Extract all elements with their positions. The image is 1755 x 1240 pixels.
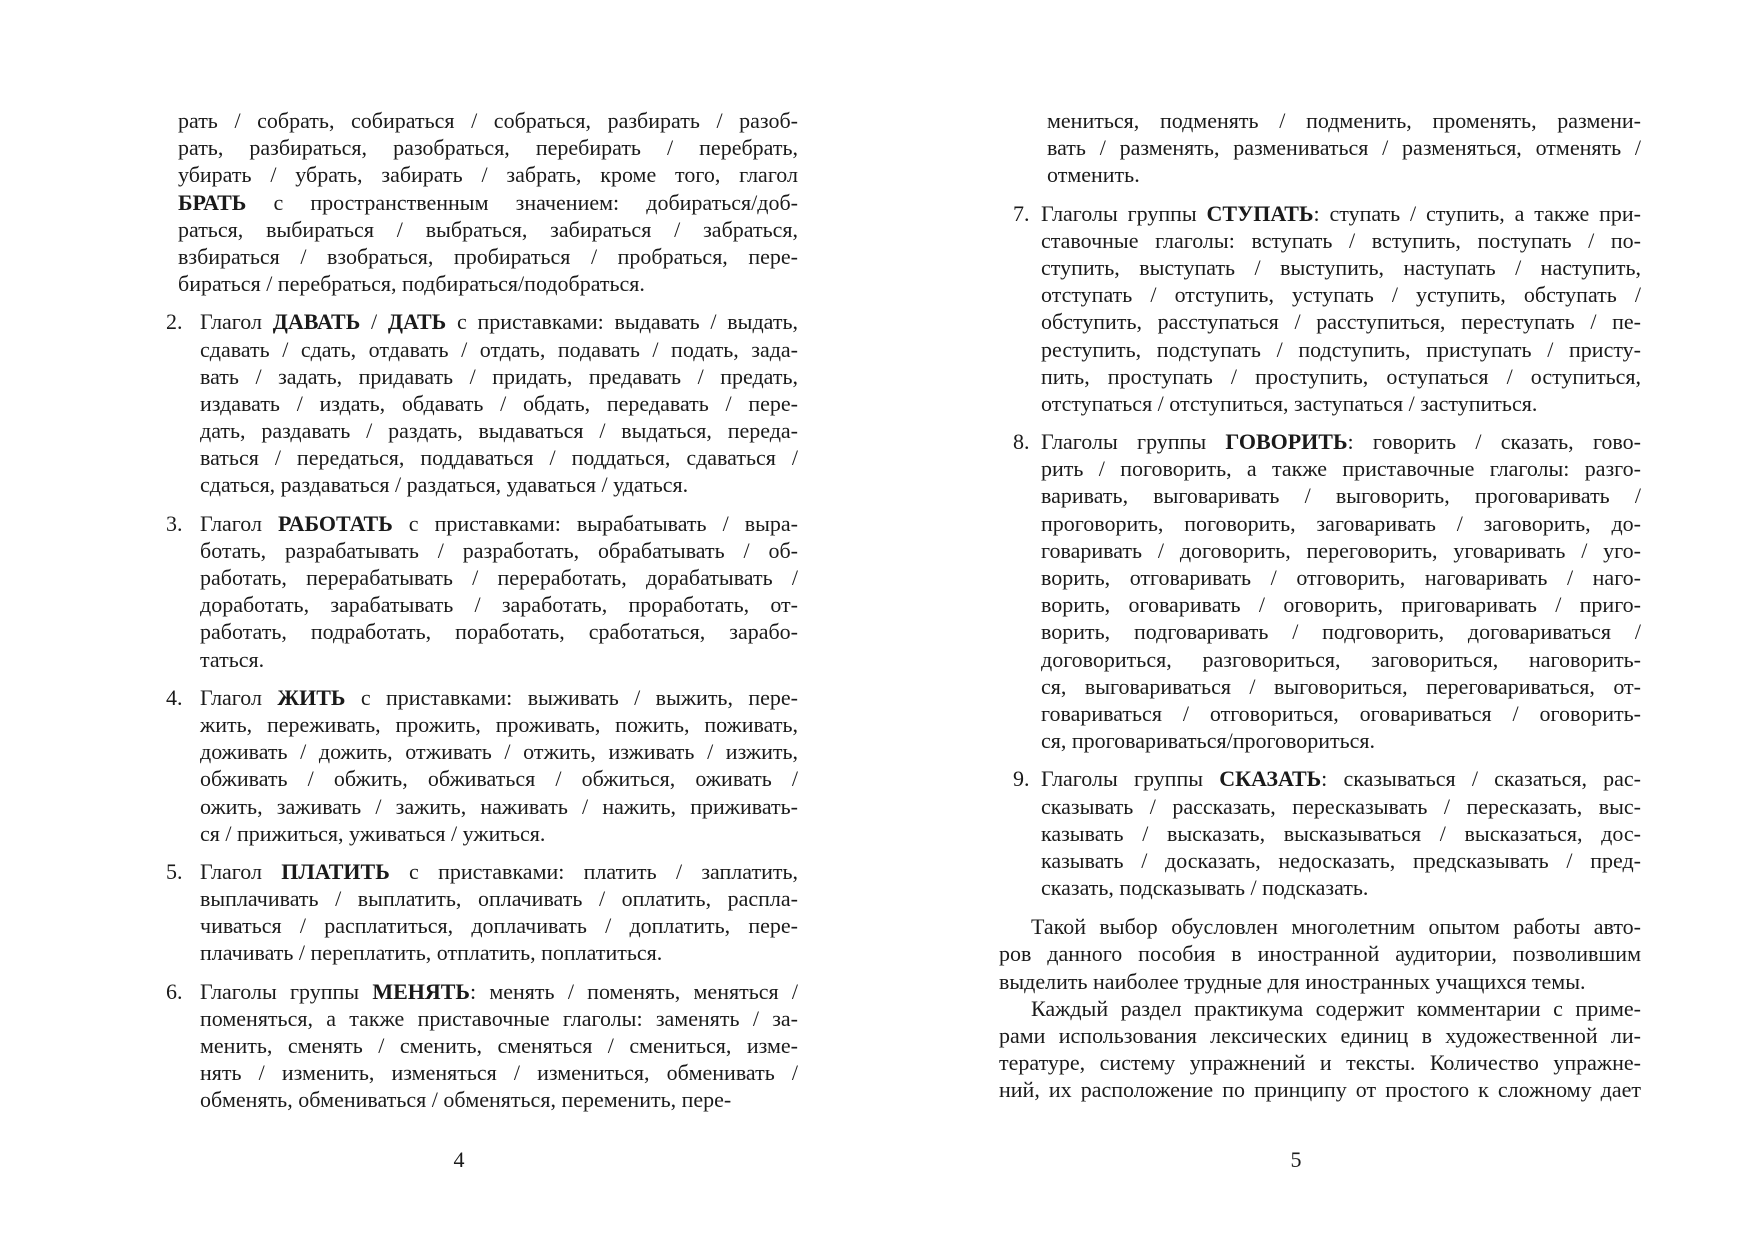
verb-keyword: ДАВАТЬ — [272, 309, 361, 335]
text-line: Такой выбор обусловлен многолетним опытом работы авто- — [1031, 914, 1641, 940]
text-line: сдаться, раздаваться / раздаться, удаваться / удаться. — [200, 472, 689, 498]
list-item-number: 2. — [166, 309, 183, 335]
text-line: убирать / убрать, забирать / забрать, кроме того, глагол — [178, 162, 798, 188]
text-line: отступаться / отступиться, заступаться / заступиться. — [1041, 390, 1538, 416]
list-item — [158, 510, 798, 673]
text-line: ожить, заживать / зажить, наживать / нажить, приживать- — [200, 793, 798, 819]
verb-keyword: СТУПАТЬ — [1206, 200, 1314, 226]
text-line: поменяться, а также приставочные глаголы: заменять / за- — [200, 1005, 798, 1031]
text-line: варивать, выговаривать / выговорить, проговаривать / — [1041, 483, 1641, 509]
text-line: издавать / издать, обдавать / обдать, передавать / пере- — [200, 390, 798, 416]
text-line: раться, выбираться / выбраться, забираться / забраться, — [178, 216, 798, 242]
text-line: говариваться / отговориться, оговариваться / оговорить- — [1041, 700, 1641, 726]
text-line: отменить. — [1047, 162, 1140, 188]
text-line: рать, разбираться, разобраться, перебирать / перебрать, — [178, 135, 798, 161]
text-line: бираться / перебраться, подбираться/подобраться. — [178, 271, 645, 297]
verb-keyword: МЕНЯТЬ — [372, 978, 470, 1004]
text-line: ся / прижиться, уживаться / ужиться. — [200, 820, 546, 846]
list-item-number: 3. — [166, 510, 183, 536]
right-page-text — [999, 107, 1641, 1104]
text-line: доживать / дожить, отживать / отжить, изживать / изжить, — [200, 739, 798, 765]
text-line: выделить наиболее трудные для иностранных учащихся темы. — [999, 968, 1586, 994]
list-item — [158, 308, 798, 498]
list-item-number: 5. — [166, 858, 183, 884]
verb-keyword: ГОВОРИТЬ — [1225, 429, 1348, 455]
continued-item-fragment — [999, 107, 1641, 189]
list-item — [158, 684, 798, 847]
text-line: рами использования лексических единиц в художественной ли- — [999, 1023, 1641, 1048]
text-line: сказать, подсказывать / подсказать. — [1041, 875, 1369, 901]
page-number: 5 — [1290, 1147, 1302, 1172]
text-line: ступить, выступать / выступить, наступать / наступить, — [1041, 254, 1641, 280]
left-page — [0, 0, 877, 1240]
text-line: ворить, подговаривать / подговорить, договариваться / — [1041, 619, 1641, 645]
list-item — [999, 200, 1641, 418]
list-item — [999, 428, 1641, 754]
text-line: нять / изменить, изменяться / измениться, обменивать / — [200, 1060, 798, 1086]
text-line: Глаголы группы МЕНЯТЬ: менять / поменять, меняться / — [200, 978, 798, 1004]
text-line: БРАТЬ с пространственным значением: добираться/доб- — [178, 189, 798, 215]
text-line: тературе, систему упражнений и тексты. Количество упражне- — [999, 1050, 1641, 1076]
text-line: Глаголы группы СТУПАТЬ: ступать / ступить, а также при- — [1041, 200, 1641, 226]
text-line: казывать / досказать, недосказать, предсказывать / пред- — [1041, 847, 1641, 873]
text-line: сдавать / сдать, отдавать / отдать, подавать / подать, зада- — [200, 336, 798, 362]
text-line: говаривать / договорить, переговорить, уговаривать / уго- — [1041, 537, 1641, 563]
text-line: взбираться / взобраться, пробираться / пробраться, пере- — [178, 243, 798, 269]
text-line: ний, их расположение по принципу от простого к сложному дает — [999, 1077, 1641, 1103]
verb-keyword: СКАЗАТЬ — [1219, 766, 1322, 792]
verb-keyword: РАБОТАТЬ — [278, 510, 393, 536]
text-line: дать, раздавать / раздать, выдаваться / выдаться, переда- — [200, 418, 798, 444]
text-line: Глаголы группы ГОВОРИТЬ: говорить / сказать, гово- — [1041, 429, 1641, 455]
text-line: таться. — [200, 646, 265, 672]
text-line: ворить, оговаривать / оговорить, приговаривать / приго- — [1041, 592, 1641, 618]
list-item-number: 8. — [1013, 429, 1030, 455]
list-item — [999, 765, 1641, 901]
list-item-number: 4. — [166, 684, 183, 710]
text-line: выплачивать / выплатить, оплачивать / оплатить, распла- — [200, 886, 798, 912]
text-line: ся, выговариваться / выговориться, переговариваться, от- — [1041, 673, 1641, 699]
text-line: реступить, подступать / подступить, приступать / присту- — [1041, 336, 1641, 362]
text-line: ворить, отговаривать / отговорить, наговаривать / наго- — [1041, 565, 1641, 590]
text-line: Глаголы группы СКАЗАТЬ: сказываться / сказаться, рас- — [1041, 766, 1641, 792]
text-line: казывать / высказать, высказываться / высказаться, дос- — [1041, 820, 1641, 846]
text-line: Каждый раздел практикума содержит комментарии с приме- — [1031, 995, 1641, 1021]
text-line: пить, проступать / проступить, оступаться / оступиться, — [1041, 363, 1641, 389]
verb-keyword: ЖИТЬ — [277, 684, 346, 710]
text-line: мениться, подменять / подменить, променять, размени- — [1047, 108, 1641, 133]
body-paragraph — [999, 913, 1641, 995]
text-line: работать, перерабатывать / переработать, дорабатывать / — [200, 565, 798, 590]
continued-item-fragment — [158, 107, 798, 297]
text-line: Глагол ДАВАТЬ / ДАТЬ с приставками: выдавать / выдать, — [200, 309, 798, 335]
text-line: ботать, разрабатывать / разработать, обрабатывать / об- — [200, 537, 798, 563]
text-line: рать / собрать, собираться / собраться, разбирать / разоб- — [178, 108, 798, 133]
text-line: рить / поговорить, а также приставочные глаголы: разго- — [1041, 456, 1641, 482]
verb-keyword: ПЛАТИТЬ — [281, 858, 390, 884]
text-line: Глагол РАБОТАТЬ с приставками: вырабатывать / выра- — [200, 510, 798, 536]
list-item — [158, 858, 798, 967]
verb-keyword: ДАТЬ — [387, 309, 447, 335]
text-line: доработать, зарабатывать / заработать, проработать, от- — [200, 592, 798, 618]
list-item-number: 9. — [1013, 766, 1030, 792]
body-paragraph — [999, 995, 1641, 1104]
text-line: обживать / обжить, обживаться / обжиться, оживать / — [200, 766, 798, 792]
text-line: отступать / отступить, уступать / уступить, обступать / — [1041, 282, 1641, 308]
text-line: обступить, расступаться / расступиться, переступать / пе- — [1041, 309, 1641, 335]
text-line: менить, сменять / сменить, сменяться / смениться, изме- — [200, 1033, 798, 1058]
text-line: работать, подработать, поработать, сработаться, зарабо- — [200, 619, 798, 645]
text-line: Глагол ЖИТЬ с приставками: выживать / выжить, пере- — [200, 684, 798, 710]
text-line: ставочные глаголы: вступать / вступить, поступать / по- — [1041, 227, 1641, 253]
text-line: ваться / передаться, поддаваться / поддаться, сдаваться / — [200, 445, 798, 471]
text-line: ся, проговариваться/проговориться. — [1041, 728, 1375, 754]
text-line: чиваться / расплатиться, доплачивать / доплатить, пере- — [200, 913, 798, 939]
page-number: 4 — [453, 1147, 465, 1172]
text-line: вать / разменять, размениваться / разменяться, отменять / — [1047, 135, 1641, 161]
text-line: жить, переживать, прожить, проживать, пожить, поживать, — [200, 711, 798, 737]
text-line: ров данного пособия в иностранной аудитории, позволившим — [999, 941, 1641, 967]
text-line: плачивать / переплатить, отплатить, поплатиться. — [200, 940, 663, 966]
verb-keyword: БРАТЬ — [178, 189, 247, 215]
list-item-number: 6. — [166, 978, 183, 1004]
right-page — [877, 0, 1755, 1240]
list-item-number: 7. — [1013, 200, 1030, 226]
text-line: вать / задать, придавать / придать, предавать / предать, — [200, 363, 798, 389]
text-line: обменять, обмениваться / обменяться, переменить, пере- — [200, 1087, 732, 1113]
text-line: Глагол ПЛАТИТЬ с приставками: платить / заплатить, — [200, 858, 799, 884]
list-item — [158, 978, 798, 1114]
left-page-text — [158, 107, 798, 1114]
text-line: проговорить, поговорить, заговаривать / заговорить, до- — [1041, 510, 1641, 536]
text-line: договориться, разговориться, заговориться, наговорить- — [1041, 646, 1641, 672]
text-line: сказывать / рассказать, пересказывать / пересказать, выс- — [1041, 793, 1641, 819]
